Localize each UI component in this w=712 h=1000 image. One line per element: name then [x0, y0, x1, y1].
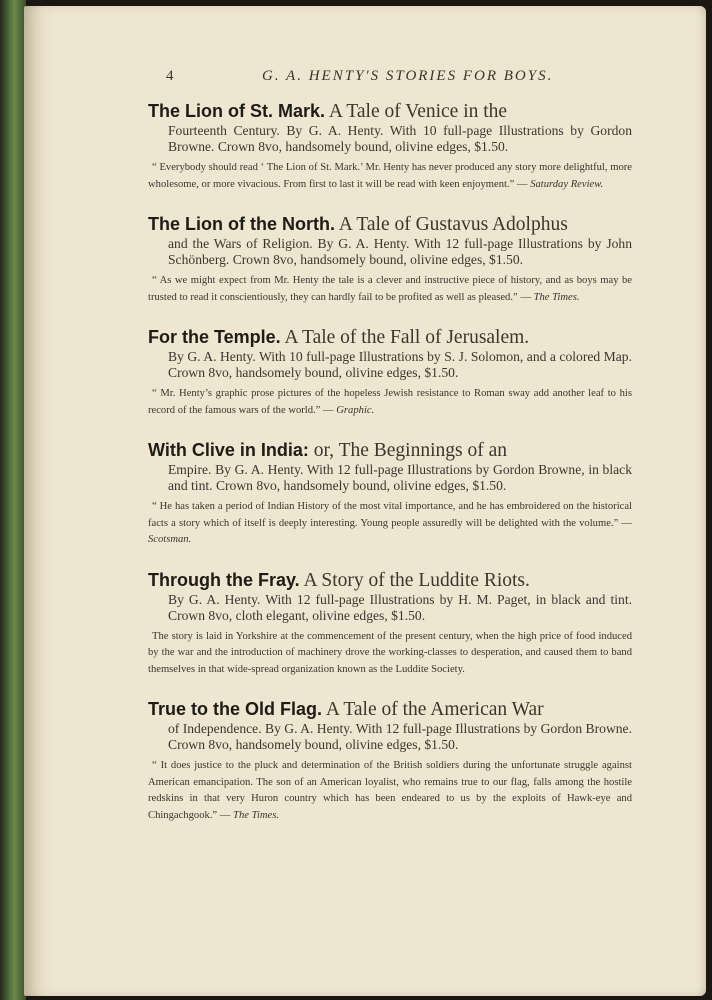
review-text: “ He has taken a period of Indian History of the most vital importance, and he has embroidered on the historical facts a story which of itself is deeply interesting. Young people assuredly will be delighted with the volume.” — — [148, 501, 632, 529]
entry-heading — [148, 439, 632, 462]
review-source: The Times. — [233, 809, 279, 821]
entry-heading — [148, 100, 632, 123]
book-details: By G. A. Henty. With 12 full-page Illustrations by H. M. Paget, in black and tint. Crown 8vo, cloth elegant, olivine edges, $1.50. — [168, 591, 632, 623]
review-quote — [148, 273, 632, 306]
review-quote — [148, 629, 632, 679]
review-text: The story is laid in Yorkshire at the commencement of the present century, when the high price of food induced by the war and the introduction of machinery drove the working-classes to desperation, and caused them to band themselves in that wide-spread organization known as the Luddite Society. — [148, 630, 632, 675]
review-quote — [148, 160, 632, 193]
book-entry — [148, 439, 632, 549]
book-title: The Lion of St. Mark. — [148, 101, 326, 121]
review-quote — [148, 758, 632, 824]
book-subtitle: or, The Beginnings of an — [313, 440, 508, 461]
entry-heading — [148, 213, 632, 236]
book-entry — [148, 100, 632, 193]
review-text: “ Mr. Henty’s graphic prose pictures of the hopeless Jewish resistance to Roman sway add another leaf to his record of the famous wars of the world.” — — [148, 388, 632, 416]
book-details: Fourteenth Century. By G. A. Henty. With 10 full-page Illustrations by Gordon Browne. Crown 8vo, handsomely bound, olivine edges, $1.50. — [168, 123, 632, 154]
book-title: For the Temple. — [148, 327, 281, 347]
entry-heading — [148, 698, 632, 721]
book-subtitle: A Tale of Gustavus Adolphus — [338, 214, 568, 235]
entry-details-block — [148, 592, 632, 624]
review-source: Graphic. — [336, 404, 375, 416]
book-details: Empire. By G. A. Henty. With 12 full-page Illustrations by Gordon Browne, in black and tint. Crown 8vo, handsomely bound, olivine edges, $1.50. — [168, 462, 632, 493]
book-details: By G. A. Henty. With 10 full-page Illustrations by S. J. Solomon, and a colored Map. Crown 8vo, handsomely bound, olivine edges, $1.50. — [168, 349, 632, 380]
review-text: “ It does justice to the pluck and determination of the British soldiers during the unfortunate struggle against American emancipation. The son of an American loyalist, who remains true to our flag, falls among the hostile redskins in that very Huron country which has been endeared to us by the exploits of Hawk-eye and Chingachgook.” — — [148, 760, 632, 821]
book-title: With Clive in India: — [148, 440, 309, 460]
review-source: Saturday Review. — [530, 178, 604, 190]
book-subtitle: A Tale of the American War — [325, 699, 544, 720]
book-spine — [0, 0, 26, 1000]
entry-heading — [148, 326, 632, 349]
running-header — [142, 68, 662, 90]
entry-details-block — [148, 123, 632, 155]
book-subtitle: A Tale of Venice in the — [328, 101, 508, 122]
entry-details-block — [148, 462, 632, 494]
review-text: “ As we might expect from Mr. Henty the tale is a clever and instructive piece of history, and as boys may be trusted to read it conscientiously, they can hardly fail to be profited as well as pleased.” — — [148, 275, 632, 303]
entry-heading — [148, 569, 632, 592]
book-subtitle: A Story of the Luddite Riots. — [303, 569, 530, 591]
review-text: “ Everybody should read ‘ The Lion of St. Mark.’ Mr. Henty has never produced any story more delightful, more wholesome, or more vivacious. From first to last it will be read with keen enjoyment.” — — [148, 162, 632, 190]
book-entry — [148, 213, 632, 306]
review-source: The Times. — [533, 291, 580, 303]
review-source: Scotsman. — [148, 534, 192, 545]
running-title: G. A. HENTY'S STORIES FOR BOYS. — [262, 68, 554, 84]
book-entry — [148, 326, 632, 419]
review-quote — [148, 499, 632, 549]
book-details: of Independence. By G. A. Henty. With 12 full-page Illustrations by Gordon Browne. Crown 8vo, handsomely bound, olivine edges, $1.50. — [168, 721, 632, 752]
entry-details-block — [148, 721, 632, 753]
book-entry — [148, 698, 632, 824]
entry-details-block — [148, 349, 632, 381]
catalogue-listing — [148, 100, 632, 844]
book-title: Through the Fray. — [148, 569, 300, 590]
book-details: and the Wars of Religion. By G. A. Henty. With 12 full-page Illustrations by John Schönberg. Crown 8vo, handsomely bound, olivine edges, $1.50. — [168, 236, 632, 267]
book-entry — [148, 569, 632, 679]
entry-details-block — [148, 236, 632, 268]
review-quote — [148, 386, 632, 419]
page-number: 4 — [166, 68, 176, 84]
book-title: True to the Old Flag. — [148, 699, 323, 719]
book-title: The Lion of the North. — [148, 214, 335, 234]
book-subtitle: A Tale of the Fall of Jerusalem. — [284, 327, 530, 348]
